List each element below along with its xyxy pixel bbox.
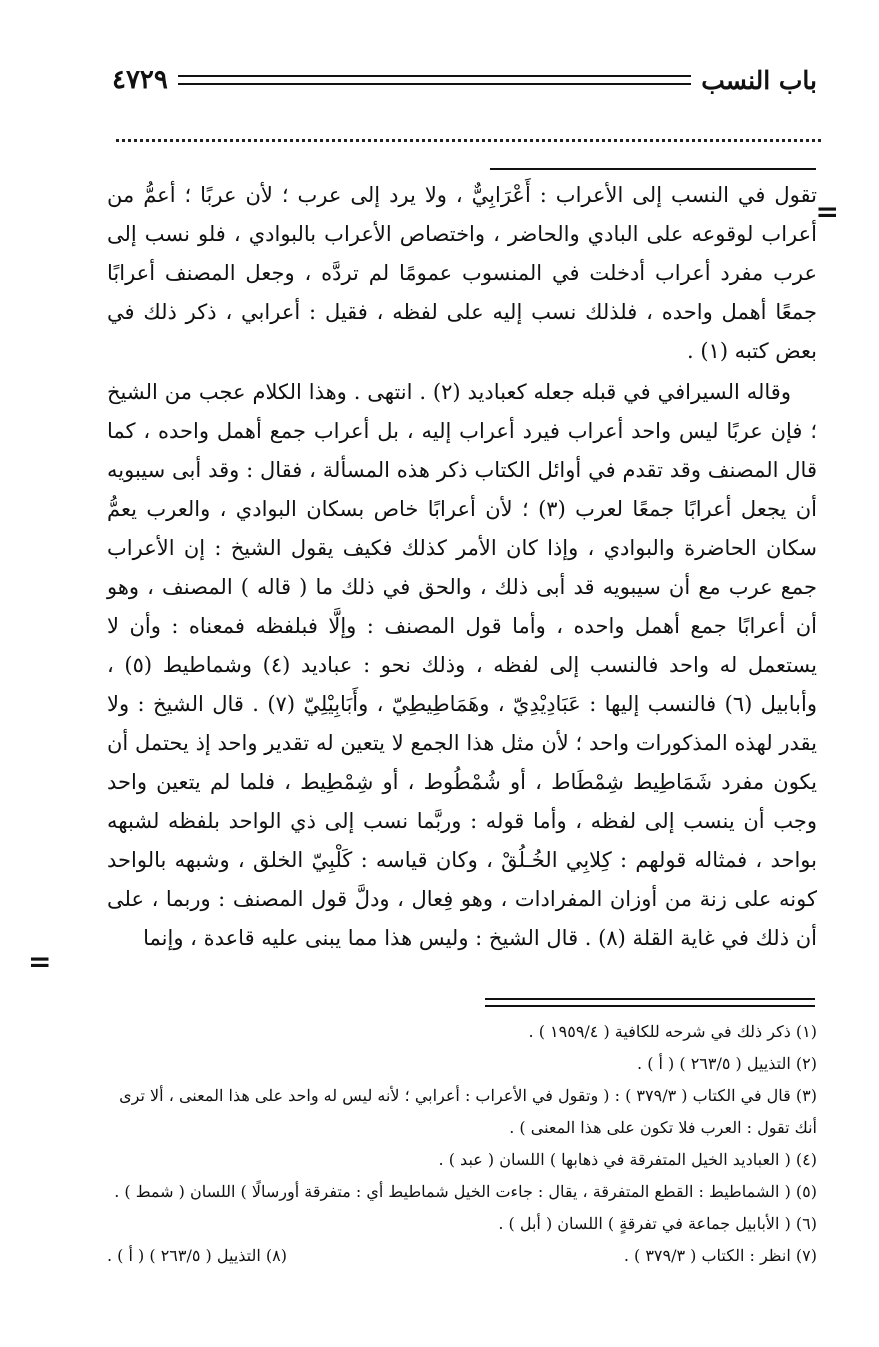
paragraph-1: تقول في النسب إلى الأعراب : أَعْرَابِيٌّ ، ولا يرد إلى عرب ؛ لأن عربًا ؛ أعمُّ من أعراب لوقوعه على البادي والحاضر ، واختصاص الأعراب بالبوادي ، فلو نسب إلى عرب مفرد أعراب أدخلت في المنسوب عمومًا لم تردَّه ، وجعل المصنف أعرابًا جمعًا أهمل واحده ، فلذلك نسب إليه على لفظه ، فقيل : أعرابي ، ذكر ذلك في بعض كتبه (١) . — [107, 183, 817, 363]
footnote-2: (٢) التذييل ( ٢٦٣/٥ ) ( أ ) . — [637, 1054, 817, 1073]
continuation-mark-start: = — [815, 195, 839, 228]
header-rule — [178, 75, 691, 85]
paragraph-2: وقاله السيرافي في قبله جعله كعباديد (٢) . انتهى . وهذا الكلام عجب من الشيخ ؛ فإن عربًا ليس واحد أعراب فيرد أعراب إليه ، بل أعراب جمع أهمل واحده ، كما قال المصنف وقد تقدم في أوائل الكتاب ذكر هذه المسألة ، فقال : وقد أبى سيبويه أن يجعل أعرابًا جمعًا لعرب (٣) ؛ لأن أعرابًا خاص بسكان البوادي ، والعرب يعمُّ سكان الحاضرة والبوادي ، وإذا كان الأمر كذلك فكيف يقول الشيخ : إن الأعراب جمع عرب مع أن سيبويه قد أبى ذلك ، والحق في ذلك ما ( قاله ) المصنف ، وهو أن أعرابًا جمع أهمل واحده ، وأما قول المصنف : وإلَّا فبلفظه فمعناه : وأن لا يستعمل له واحد فالنسب إلى لفظه ، وذلك نحو : عباديد (٤) وشماطيط (٥) ، وأبابيل (٦) فالنسب إليها : عَبَادِيْدِيّ ، وهَمَاطِيطِيّ ، وأَبَابِيْلِيّ (٧) . قال الشيخ : ولا يقدر لهذه المذكورات واحد ؛ لأن مثل هذا الجمع لا يتعين له تقدير واحد إذ يحتمل أن يكون مفرد شَمَاطِيط شِمْطَاط ، أو شُمْطُوط ، أو شِمْطِيط ، فلما لم يتعين واحد وجب أن ينسب إلى لفظه ، وأما قوله : وربَّما نسب إلى ذي الواحد بلفظه لشبهه بواحد ، فمثاله قولهم : كِلابِي الخُـلُقْ ، وكان قياسه : كَلْبِيّ الخلق ، وشبهه بالواحد كونه على زنة من أوزان المفرادات ، وهو فِعال ، ودلَّ قول المصنف : وربما ، على أن ذلك في غاية القلة (٨) . قال الشيخ : وليس هذا مما يبنى عليه قاعدة ، وإنما — [107, 380, 818, 950]
footnotes — [107, 1016, 817, 1272]
dotted-separator — [116, 128, 821, 142]
footnote-rule — [485, 998, 815, 1007]
running-header — [112, 58, 817, 102]
footnote-5: (٥) ( الشماطيط : القطع المتفرقة ، يقال : جاءت الخيل شماطيط أي : متفرقة أورسالًا ) اللسان ( شمط ) . — [114, 1182, 817, 1201]
footnote-row-7-8 — [107, 1240, 817, 1272]
chapter-title: باب النسب — [701, 65, 817, 95]
page-number: ٤٧٢٩ — [112, 65, 168, 95]
footnote-6: (٦) ( الأبابيل جماعة في تفرقةٍ ) اللسان ( أبل ) . — [498, 1214, 817, 1233]
continuation-rule — [490, 168, 816, 170]
footnote-8: (٨) التذييل ( ٢٦٣/٥ ) ( أ ) . — [107, 1246, 287, 1265]
main-text — [107, 176, 817, 958]
continuation-mark-end: = — [28, 945, 52, 978]
footnote-4: (٤) ( العباديد الخيل المتفرقة في ذهابها ) اللسان ( عبد ) . — [438, 1150, 817, 1169]
footnote-1: (١) ذكر ذلك في شرحه للكافية ( ١٩٥٩/٤ ) . — [528, 1022, 817, 1041]
footnote-3: (٣) قال في الكتاب ( ٣٧٩/٣ ) : ( وتقول في الأعراب : أعرابي ؛ لأنه ليس له واحد على هذا المعنى ، ألا ترى أنك تقول : العرب فلا تكون على هذا المعنى ) . — [119, 1086, 817, 1137]
footnote-7: (٧) انظر : الكتاب ( ٣٧٩/٣ ) . — [623, 1246, 817, 1265]
